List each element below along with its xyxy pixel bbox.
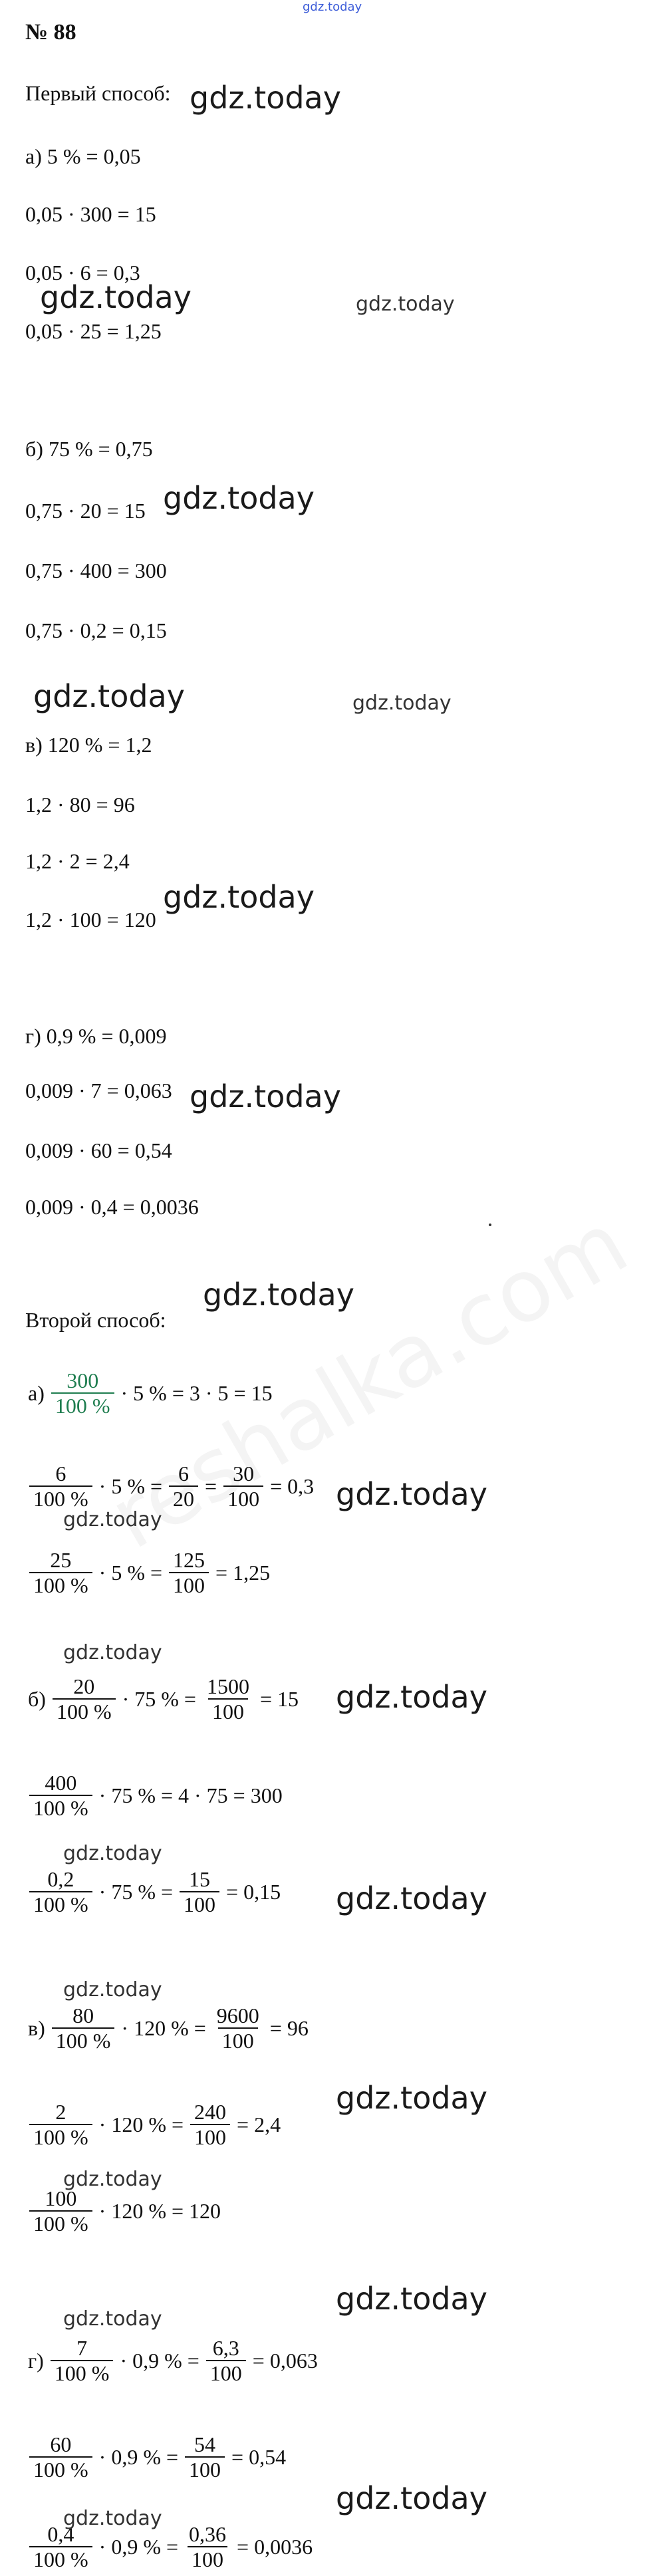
watermark: gdz.today (63, 2307, 162, 2331)
watermark: gdz.today (336, 2480, 487, 2516)
numerator: 125 (173, 1548, 205, 1572)
line-v-3: 1,2 · 100 = 120 (25, 908, 156, 932)
denominator: 100 (169, 1572, 209, 1597)
watermark: gdz.today (336, 1880, 487, 1916)
result-fraction (185, 2434, 225, 2481)
expression-tail: = 96 (269, 2016, 309, 2041)
second-method-label: Второй способ: (25, 1308, 166, 1332)
watermark: gdz.today (33, 678, 185, 714)
numerator: 1500 (206, 1674, 249, 1698)
watermark: gdz.today (163, 480, 315, 516)
item-letter: г) (28, 2349, 44, 2373)
expression-row (25, 2188, 223, 2235)
numerator: 54 (194, 2432, 216, 2456)
first-method-label: Первый способ: (25, 81, 171, 105)
numerator: 0,2 (47, 1867, 74, 1891)
watermark: gdz.today (63, 1842, 162, 1865)
fraction (52, 2005, 115, 2052)
fraction (51, 2337, 114, 2384)
denominator: 100 (188, 2546, 227, 2571)
numerator: 6 (55, 1462, 66, 1485)
fraction (29, 2434, 92, 2481)
line-b-2: 0,75 · 400 = 300 (25, 559, 167, 582)
line-g-2: 0,009 · 60 = 0,54 (25, 1138, 172, 1162)
watermark: gdz.today (336, 2281, 487, 2317)
denominator: 100 (218, 2027, 258, 2053)
fraction (51, 1370, 114, 1417)
expression-row (25, 1772, 285, 1819)
watermark: gdz.today (190, 80, 341, 116)
watermark: gdz.today (190, 1079, 341, 1114)
expression-row (25, 1868, 283, 1916)
expression-tail: = 0,54 (231, 2445, 287, 2470)
result-fraction (190, 2101, 230, 2148)
fraction (29, 2188, 92, 2235)
watermark: gdz.today (63, 1508, 162, 1531)
expression-middle: · 75 % = 4 · 75 = 300 (98, 1783, 283, 1808)
numerator: 80 (72, 2003, 94, 2027)
line-a-2: 0,05 · 6 = 0,3 (25, 261, 140, 285)
expression-row (25, 1549, 273, 1597)
denominator: 100 % (29, 1795, 92, 1820)
fraction (29, 2523, 92, 2571)
result-fraction (185, 2523, 230, 2571)
numerator: 6,3 (212, 2336, 239, 2360)
expression-tail: = 0,0036 (237, 2535, 313, 2559)
expression-row (25, 1676, 301, 1723)
watermark: gdz.today (63, 2168, 162, 2191)
denominator: 100 (208, 1698, 248, 1724)
line-a-percent: а) 5 % = 0,05 (25, 144, 141, 168)
expression-middle: · 0,9 % = (98, 2535, 179, 2559)
numerator: 7 (76, 2336, 88, 2360)
line-g-3: 0,009 · 0,4 = 0,0036 (25, 1195, 199, 1219)
result-fraction (223, 1463, 263, 1510)
watermark: gdz.today (63, 2507, 162, 2530)
denominator: 20 (169, 1485, 198, 1511)
numerator: 15 (189, 1867, 211, 1891)
denominator: 100 % (29, 2124, 92, 2149)
watermark: gdz.today (336, 1679, 487, 1715)
expression-row (25, 2434, 289, 2481)
denominator: 100 % (53, 1698, 116, 1724)
numerator: 30 (233, 1462, 255, 1485)
expression-row (25, 1463, 317, 1510)
result-fraction (180, 1868, 219, 1916)
result-fraction (169, 1463, 198, 1510)
expression-middle: · 5 % = (98, 1474, 163, 1499)
expression-middle: · 120 % = 120 (98, 2199, 221, 2224)
fraction (29, 1463, 92, 1510)
watermark: gdz.today (336, 1476, 487, 1512)
fraction (29, 1772, 92, 1819)
result-fraction (203, 1676, 253, 1723)
item-letter: а) (28, 1381, 45, 1406)
watermark: gdz.today (63, 1978, 162, 2001)
expression-middle: · 5 % = (98, 1561, 163, 1585)
expression-middle: · 0,9 % = (98, 2445, 179, 2470)
expression-row (25, 2101, 283, 2148)
denominator: 100 % (51, 2360, 114, 2385)
expression-middle: · 120 % = (121, 2016, 206, 2041)
watermark: gdz.today (40, 279, 192, 315)
line-a-3: 0,05 · 25 = 1,25 (25, 319, 162, 343)
watermark: gdz.today (63, 1641, 162, 1664)
fraction (29, 1868, 92, 1916)
expression-middle: · 0,9 % = (120, 2349, 199, 2373)
header-watermark[interactable]: gdz.today (303, 0, 362, 14)
fraction (53, 1676, 116, 1723)
denominator: 100 % (52, 2027, 115, 2053)
numerator: 400 (45, 1771, 77, 1795)
denominator: 100 (223, 1485, 263, 1511)
numerator: 2 (55, 2100, 66, 2124)
fraction (29, 2101, 92, 2148)
item-letter: б) (28, 1687, 46, 1712)
problem-number: № 88 (25, 20, 76, 45)
stray-dot (489, 1224, 491, 1226)
numerator: 0,4 (47, 2522, 74, 2546)
expression-tail: = 0,3 (270, 1474, 315, 1499)
item-letter: в) (28, 2016, 45, 2041)
watermark: gdz.today (336, 2080, 487, 2116)
denominator: 100 (185, 2456, 225, 2482)
expression-middle: · 120 % = (98, 2113, 184, 2137)
denominator: 100 % (51, 1392, 114, 1418)
numerator: 6 (178, 1462, 190, 1485)
watermark: gdz.today (203, 1277, 354, 1313)
line-a-1: 0,05 · 300 = 15 (25, 202, 156, 226)
expression-middle: · 5 % = 3 · 5 = 15 (120, 1381, 273, 1406)
watermark: gdz.today (352, 692, 452, 715)
denominator: 100 (190, 2124, 230, 2149)
line-b-1: 0,75 · 20 = 15 (25, 499, 146, 523)
watermark: gdz.today (356, 293, 455, 316)
expression-tail: = 2,4 (237, 2113, 281, 2137)
numerator: 20 (73, 1674, 95, 1698)
denominator: 100 % (29, 2546, 92, 2571)
numerator: 25 (50, 1548, 72, 1572)
expression-row (25, 1370, 275, 1417)
denominator: 100 % (29, 2210, 92, 2236)
result-fraction (169, 1549, 209, 1597)
denominator: 100 % (29, 1485, 92, 1511)
numerator: 9600 (216, 2003, 259, 2027)
line-v-percent: в) 120 % = 1,2 (25, 733, 152, 757)
numerator: 300 (66, 1368, 99, 1392)
line-v-2: 1,2 · 2 = 2,4 (25, 849, 130, 873)
result-fraction (206, 2337, 246, 2384)
line-g-1: 0,009 · 7 = 0,063 (25, 1079, 172, 1102)
numerator: 100 (45, 2186, 77, 2210)
fraction (29, 1549, 92, 1597)
numerator: 60 (50, 2432, 72, 2456)
expression-tail: = 1,25 (215, 1561, 271, 1585)
denominator: 100 % (29, 1572, 92, 1597)
expression-tail: = 0,063 (252, 2349, 318, 2373)
denominator: 100 % (29, 1891, 92, 1916)
line-g-percent: г) 0,9 % = 0,009 (25, 1024, 167, 1048)
denominator: 100 (206, 2360, 246, 2385)
expression-middle: · 75 % = (122, 1687, 196, 1712)
numerator: 0,36 (189, 2522, 227, 2546)
line-v-1: 1,2 · 80 = 96 (25, 793, 135, 817)
denominator: 100 % (29, 2456, 92, 2482)
expression-row (25, 2005, 311, 2052)
expression-row (25, 2337, 321, 2384)
line-b-3: 0,75 · 0,2 = 0,15 (25, 618, 167, 642)
expression-row (25, 2523, 315, 2571)
numerator: 240 (194, 2100, 227, 2124)
result-fraction (213, 2005, 263, 2052)
expression-tail: = 15 (259, 1687, 299, 1712)
line-b-percent: б) 75 % = 0,75 (25, 437, 153, 461)
watermark: gdz.today (163, 879, 315, 915)
expression-middle: · 75 % = (98, 1880, 174, 1904)
expression-tail: = (205, 1474, 217, 1499)
denominator: 100 (180, 1891, 219, 1916)
expression-tail: = 0,15 (226, 1880, 281, 1904)
